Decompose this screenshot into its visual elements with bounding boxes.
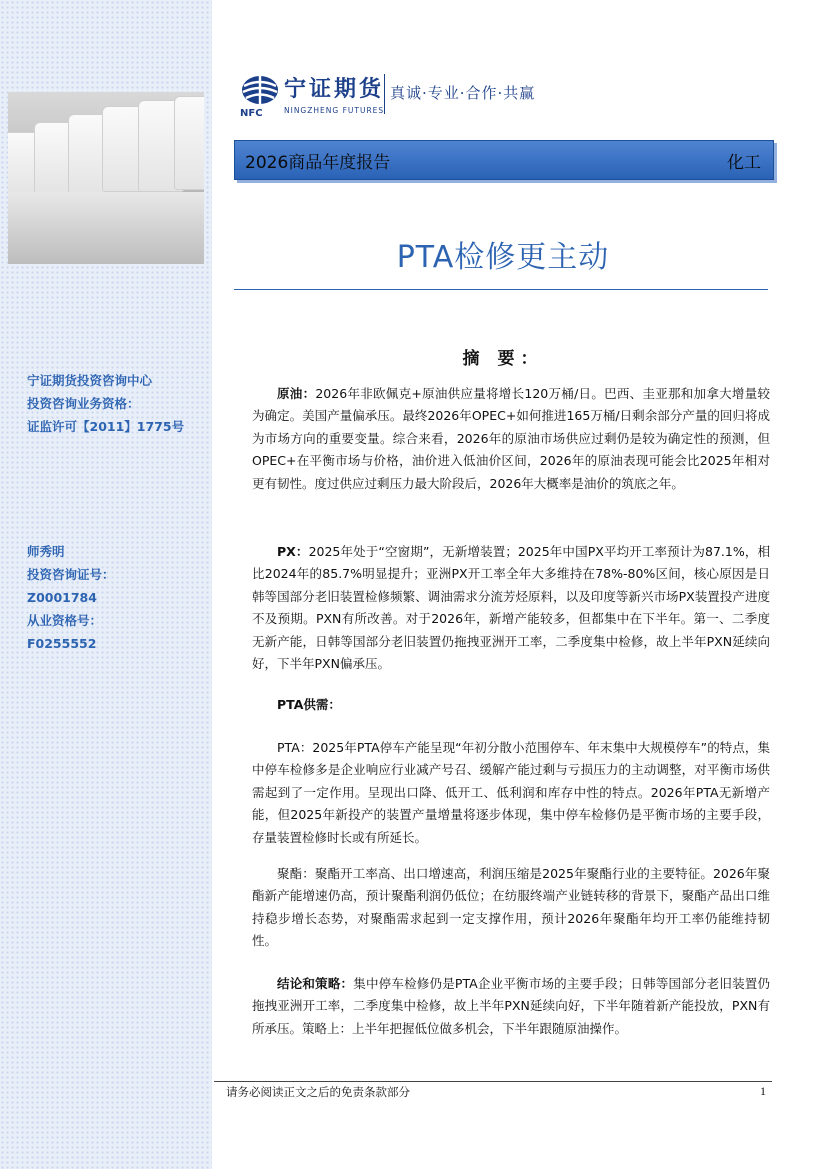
title-divider <box>234 289 768 290</box>
paragraph-polyester <box>252 863 770 953</box>
paragraph-pta-supply-demand <box>252 694 770 716</box>
globe-logo-icon <box>240 72 280 108</box>
license-number: 证监许可【2011】1775号 <box>27 419 185 434</box>
paragraph-text: 集中停车检修仍是PTA企业平衡市场的主要手段；日韩等国部分老旧装置仍拖拽亚洲开工率，二季度集中检修，故上半年PXN延续向好，下半年随着新产能投放，PXN有所承压。策略上：上半年把握低位做多机会，下半年跟随原油操作。 <box>252 976 770 1036</box>
company-logo <box>238 70 778 122</box>
page-number: 1 <box>760 1084 766 1098</box>
paragraph-label: PTA供需： <box>277 697 341 712</box>
analyst-block <box>27 540 115 655</box>
practice-cert-label: 从业资格号： <box>27 613 103 628</box>
consulting-center-name: 宁证期货投资咨询中心 <box>27 373 153 388</box>
paragraph-conclusion <box>252 973 770 1040</box>
footer-disclaimer: 请务必阅读正文之后的免责条款部分 <box>226 1085 410 1099</box>
sidebar <box>0 0 212 1169</box>
practice-cert-number: F0255552 <box>27 636 97 651</box>
logo-abbr: NFC <box>240 108 263 119</box>
footer-divider <box>214 1081 772 1082</box>
paragraph-pta <box>252 737 770 849</box>
report-sector: 化工 <box>727 153 761 173</box>
company-slogan: 真诚·专业·合作·共赢 <box>390 84 536 102</box>
paragraph-label: PX： <box>277 544 309 559</box>
report-title: PTA检修更主动 <box>396 240 610 275</box>
paragraph-text: 聚酯：聚酯开工率高、出口增速高，利润压缩是2025年聚酯行业的主要特征。2026年聚酯新产能增速仍高，预计聚酯利润仍低位；在纺服终端产业链转移的背景下，聚酯产品出口维持稳步增长态势，对聚酯需求起到一定支撑作用，预计2026年聚酯年均开工率仍能维持韧性。 <box>252 866 770 949</box>
paragraph-crude-oil <box>252 383 770 495</box>
paragraph-text: PTA：2025年PTA停车产能呈现“年初分散小范围停车、年末集中大规模停车”的特点，集中停车检修多是企业响应行业减产号召、缓解产能过剩与亏损压力的主动调整，对平衡市场供需起到了一定作用。呈现出口降、低开工、低利润和库存中性的特点。2026年PTA无新增产能，但2025年新投产的装置产量增量将逐步体现，集中停车检修仍是平衡市场的主要手段，存量装置检修时长或有所延长。 <box>252 740 770 845</box>
paragraph-label: 原油： <box>277 386 316 401</box>
cover-photo <box>8 92 204 264</box>
paragraph-px <box>252 541 770 675</box>
consulting-cert-number: Z0001784 <box>27 590 97 605</box>
report-banner <box>234 140 774 180</box>
company-name-cn: 宁证期货 <box>284 77 385 102</box>
paragraph-label: 结论和策略： <box>277 976 354 991</box>
report-type: 2026商品年度报告 <box>245 153 391 173</box>
consulting-cert-label: 投资咨询证号： <box>27 567 115 582</box>
analyst-name: 师秀明 <box>27 544 65 559</box>
summary-heading: 摘 要： <box>462 349 544 369</box>
paragraph-text: 2026年非欧佩克+原油供应量将增长120万桶/日。巴西、圭亚那和加拿大增量较为确定。美国产量偏承压。最终2026年OPEC+如何推进165万桶/日剩余部分产量的回归将成为市场方向的重要变量。综合来看，2026年的原油市场供应过剩仍是较为确定性的预测，但OPEC+在平衡市场与价格，油价进入低油价区间，2026年的原油表现可能会比2025年相对更有韧性。度过供应过剩压力最大阶段后，2026年大概率是油价的筑底之年。 <box>252 386 770 491</box>
consulting-qualification-label: 投资咨询业务资格： <box>27 396 140 411</box>
company-name-en: NINGZHENG FUTURES <box>284 106 385 115</box>
paragraph-text: 2025年处于“空窗期”，无新增装置；2025年中国PX平均开工率预计为87.1%，相比2024年的85.7%明显提升；亚洲PX开工率全年大多维持在78%-80%区间，核心原因是日韩等国部分老旧装置检修频繁、调油需求分流芳烃原料，以及印度等新兴市场PX装置投产进度不及预期。PXN有所改善。对于2026年，新增产能较多，但都集中在下半年。第一、二季度无新产能，日韩等国部分老旧装置仍拖拽亚洲开工率，二季度集中检修，故上半年PXN延续向好，下半年PXN偏承压。 <box>252 544 770 672</box>
consulting-center-block <box>27 369 184 438</box>
